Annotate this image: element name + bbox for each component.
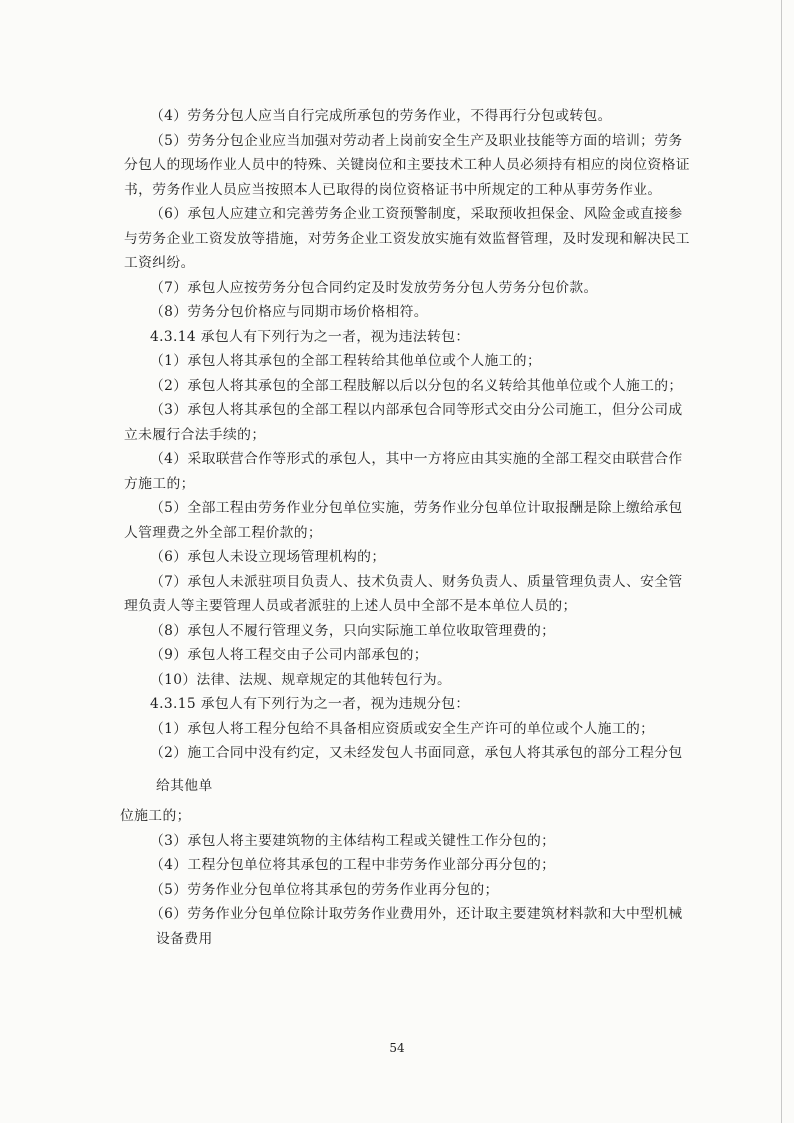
text-line: 工资纠纷。 — [124, 255, 195, 271]
text-line: 与劳务企业工资发放等措施，对劳务企业工资发放实施有效监督管理，及时发现和解决民工 — [124, 230, 690, 247]
text-line: （9）承包人将工程交由子公司内部承包的； — [150, 647, 428, 663]
text-line: （6）承包人未设立现场管理机构的； — [150, 549, 386, 565]
text-line: （10）法律、法规、规章规定的其他转包行为。 — [150, 671, 452, 688]
text-line: 4.3.15 承包人有下列行为之一者，视为违规分包： — [150, 696, 470, 712]
text-line: 给其他单 — [156, 777, 213, 794]
text-line: （7）承包人应按劳务分包合同约定及时发放劳务分包人劳务分包价款。 — [150, 279, 598, 296]
text-line: （2）施工合同中没有约定，又未经发包人书面同意，承包人将其承包的部分工程分包 — [150, 745, 683, 761]
text-line: （1）承包人将工程分包给不具备相应资质或安全生产许可的单位或个人施工的； — [150, 720, 655, 737]
text-line: 立未履行合法手续的； — [124, 426, 266, 443]
text-line: 理负责人等主要管理人员或者派驻的上述人员中全部不是本单位人员的； — [124, 598, 577, 614]
text-line: （5）全部工程由劳务作业分包单位实施，劳务作业分包单位计取报酬是除上缴给承包 — [150, 500, 683, 516]
text-line: 4.3.14 承包人有下列行为之一者，视为违法转包： — [150, 328, 470, 345]
text-line: （5）劳务分包企业应当加强对劳动者上岗前安全生产及职业技能等方面的培训；劳务 — [150, 132, 683, 149]
text-line: （6）劳务作业分包单位除计取劳务作业费用外，还计取主要建筑材料款和大中型机械 — [150, 906, 683, 922]
text-line: 位施工的； — [120, 808, 191, 824]
text-line: （8）承包人不履行管理义务，只向实际施工单位收取管理费的； — [150, 622, 556, 639]
document-body — [120, 104, 700, 951]
text-line: 书，劳务作业人员应当按照本人已取得的岗位资格证书中所规定的工种从事劳务作业。 — [124, 181, 662, 198]
page-number: 54 — [389, 1041, 405, 1055]
text-line: 分包人的现场作业人员中的特殊、关键岗位和主要技术工种人员必须持有相应的岗位资格证 — [124, 157, 690, 173]
text-line: （3）承包人将其承包的全部工程以内部承包合同等形式交由分公司施工，但分公司成 — [150, 402, 683, 418]
text-line: （4）劳务分包人应当自行完成所承包的劳务作业，不得再行分包或转包。 — [150, 108, 612, 124]
text-line: （6）承包人应建立和完善劳务企业工资预警制度，采取预收担保金、风险金或直接参 — [150, 206, 683, 222]
text-line: （4）工程分包单位将其承包的工程中非劳务作业部分再分包的； — [150, 857, 556, 873]
text-line: （1）承包人将其承包的全部工程转给其他单位或个人施工的； — [150, 353, 542, 369]
text-line: 设备费用 — [156, 930, 213, 947]
text-line: （2）承包人将其承包的全部工程肢解以后以分包的名义转给其他单位或个人施工的； — [150, 377, 683, 394]
text-line: 方施工的； — [124, 475, 195, 492]
page-edge — [781, 0, 782, 1123]
text-line: 人管理费之外全部工程价款的； — [124, 524, 323, 541]
text-line: （5）劳务作业分包单位将其承包的劳务作业再分包的； — [150, 881, 499, 898]
text-line: （3）承包人将主要建筑物的主体结构工程或关键性工作分包的； — [150, 832, 556, 849]
text-line: （8）劳务分包价格应与同期市场价格相符。 — [150, 304, 428, 320]
text-line: （7）承包人未派驻项目负责人、技术负责人、财务负责人、质量管理负责人、安全管 — [150, 573, 683, 590]
text-line: （4）采取联营合作等形式的承包人，其中一方将应由其实施的全部工程交由联营合作 — [150, 451, 683, 467]
